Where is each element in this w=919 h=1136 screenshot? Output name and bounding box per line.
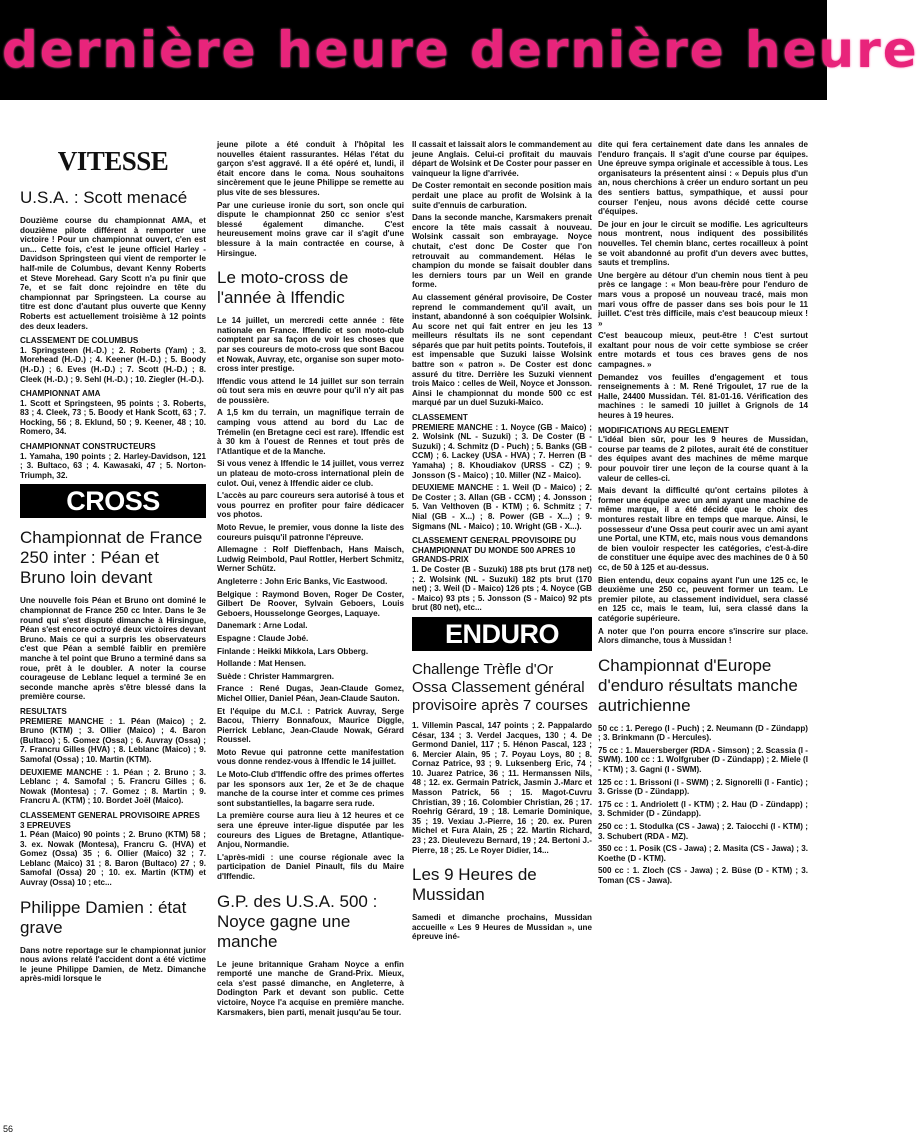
paragraph: La première course aura lieu à 12 heures et ce sera une épreuve inter-ligue disputée par les coureurs des Ligues de Bretagne, Atlantique-Anjou, Normandie. bbox=[217, 811, 404, 850]
banner-title: dernière heure dernière heure bbox=[2, 21, 919, 79]
results-title: CLASSEMENT GENERAL PROVISOIRE APRES 3 EPREUVES bbox=[20, 810, 200, 830]
section-heading-cross: CROSS bbox=[20, 484, 206, 518]
paragraph: Demandez vos feuilles d'engagement et tous renseignements à : M. René Trigoulet, 17 rue de la Halle, 24400 Mussidan. Tél. 81-01-16. Vérification des machines : le samedi 10 juillet à Grignols de 14 heures à 19 heures. bbox=[598, 372, 808, 421]
paragraph: Une nouvelle fois Péan et Bruno ont dominé le championnat de France 250 cc Inter. Dans le 3e round qui s'est disputé dimanche à Hirsingue, Péan s'est encore octroyé deux victoires devant Bruno. Mais ce qui a surpris les observateurs c'est que Péan a semblé faiblir en première manche à tel point que Bruno a terminé dans sa roue, prêt à le doubler. A noter la course courageuse de Leblanc lequel a terminé 3e en seconde manche après s'être blessé dans la première course. bbox=[20, 596, 206, 702]
paragraph: Si vous venez à Iffendic le 14 juillet, vous verrez un plateau de moto-cross international plein de culot. Oui, venez à Iffendic aider ce club. bbox=[217, 459, 404, 488]
paragraph: A noter que l'on pourra encore s'inscrire sur place. Alors dimanche, tous à Mussidan ! bbox=[598, 626, 808, 646]
paragraph: L'accès au parc coureurs sera autorisé à tous et vous pourrez en profiter pour faire dédicacer vos photos. bbox=[217, 491, 404, 520]
paragraph: Allemagne : Rolf Dieffenbach, Hans Maisch, Ludwig Reimbold, Paul Rottler, Herbert Schmitz, Werner Schütz. bbox=[217, 545, 404, 574]
paragraph: Samedi et dimanche prochains, Mussidan accueille « Les 9 Heures de Mussidan », une épreuve iné- bbox=[412, 913, 592, 942]
paragraph: jeune pilote a été conduit à l'hôpital les nouvelles étaient rassurantes. Hélas l'état du garçon s'est aggravé. Il a été opéré et, lundi, il était encore dans le coma. Nous souhaitons sincèrement que le jeune Philippe se remette au plus vite de ses blessures. bbox=[217, 140, 404, 197]
results: DEUXIEME MANCHE : 1. Péan ; 2. Bruno ; 3. Leblanc ; 4. Samofal ; 5. Francru Gilles ; 6. Nowak (Montesa) ; 7. Gomez ; 8. Martin ; 9. Francru A. (KTM) ; 10. Bordet Joël (Maico). bbox=[20, 767, 206, 806]
article-title: G.P. des U.S.A. 500 : Noyce gagne une manche bbox=[217, 891, 378, 951]
results-title: CHAMPIONNAT CONSTRUCTEURS bbox=[20, 442, 156, 452]
results: 1. Yamaha, 190 points ; 2. Harley-Davidson, 121 ; 3. Bultaco, 63 ; 4. Kawasaki, 47 ; 5. Norton-Triumph, 32. bbox=[20, 451, 206, 480]
paragraph: Le jeune britannique Graham Noyce a enfin remporté une manche de Grand-Prix. Mieux, cela s'est passé dimanche, en Angleterre, à Dodington Park et devant son public. Cette victoire, Noyce l'a acquise en première manche. Karsmakers, bien parti, menait jusqu'au 5e tour. bbox=[217, 959, 404, 1017]
results: 1. Péan (Maico) 90 points ; 2. Bruno (KTM) 58 ; 3. ex. Nowak (Montesa), Francru G. (HVA) et Gomez (Ossa) 35 ; 6. Ollier (Maico) 32 ; 7. Leblanc (Maico) 31 ; 8. Baron (Bultaco) 27 ; 9. Samofal (Ossa) 20 ; 10. ex. Martin (KTM) et Auvray (Ossa) 10 ; etc... bbox=[20, 830, 206, 888]
results: PREMIERE MANCHE : 1. Noyce (GB - Maico) ; 2. Wolsink (NL - Suzuki) ; 3. De Coster (B - Suzuki) ; 4. Schmitz (D - Puch) ; 5. Banks (GB - CCM) ; 6. Lackey (USA - HVA) ; 7. Herren (B - Yamaha) ; 8. Khoudiakov (URSS - CZ) ; 9. Jonsson (S - Maico) ; 10. Miller (NZ - Maico). bbox=[412, 422, 592, 480]
results: 125 cc : 1. Brissoni (I - SWM) ; 2. Signorelli (I - Fantic) ; 3. Grisse (D - Zündapp). bbox=[598, 777, 808, 797]
column-2 bbox=[217, 140, 404, 1116]
results-title: CLASSEMENT GENERAL PROVISOIRE DU CHAMPIONNAT DU MONDE 500 APRES 10 GRANDS-PRIX bbox=[412, 536, 576, 565]
results: 1. Springsteen (H.-D.) ; 2. Roberts (Yam) ; 3. Morehead (H.-D.) ; 4. Keener (H.-D.) ; 5. Boody (H.-D.) ; 6. Eves (H.-D.) ; 7. Scott (H.-D.) ; 8. Cleek (H.-D.) ; 9. Sehl (H.-D.) ; 10. Ziegler (H.-D.). bbox=[20, 345, 206, 384]
paragraph: Dans notre reportage sur le championnat junior nous avions relaté l'accident dont a été victime le jeune Philippe Damien, de Metz. Dimanche après-midi lorsque le bbox=[20, 945, 206, 984]
article-title: Les 9 Heures de Mussidan bbox=[412, 865, 537, 905]
paragraph: Par une curieuse ironie du sort, son oncle qui dispute le championnat 250 cc senior s'est blessé également dimanche. C'est heureusement moins grave car il s'agit d'une blessure à la main contractée en course, à Hirsingue. bbox=[217, 200, 404, 258]
results: 1. De Coster (B - Suzuki) 188 pts brut (178 net) ; 2. Wolsink (NL - Suzuki) 182 pts brut (170 net) ; 3. Weil (D - Maico) 126 pts ; 4. Noyce (GB - Maico) 93 pts ; 5. Jonsson (S - Maico) 92 pts brut (80 net), etc... bbox=[412, 564, 592, 613]
paragraph: L'idéal bien sûr, pour les 9 heures de Mussidan, course par teams de 2 pilotes, aurait été de constituer des équipes avant des machines de même marque pour pouvoir tirer une leçon de la course quant à la valeur de celles-ci. bbox=[598, 435, 808, 483]
article-title: U.S.A. : Scott menacé bbox=[20, 188, 188, 207]
results: DEUXIEME MANCHE : 1. Weil (D - Maico) ; 2. De Coster ; 3. Allan (GB - CCM) ; 4. Jonsson ; 5. Van Velthoven (B - KTM) ; 6. Schmitz ; 7. Nial (GB - X...) ; 8. Power (GB - X...) ; 9. Sigmans (NL - Maico) ; 10. Wright (GB - X...). bbox=[412, 483, 592, 531]
column-1 bbox=[20, 140, 206, 1116]
article-title: Championnat de France 250 inter : Péan et Bruno loin devant bbox=[20, 528, 203, 588]
paragraph: Belgique : Raymond Boven, Roger De Coster, Gilbert De Roover, Sylvain Geboers, Louis Geboers, Housselonge Georges, Laquaye. bbox=[217, 589, 404, 618]
article-title: Challenge Trèfle d'Or Ossa Classement général provisoire après 7 courses bbox=[412, 660, 588, 714]
results-title: CLASSEMENT DE COLUMBUS bbox=[20, 336, 139, 346]
paragraph: De Coster remontait en seconde position mais perdait une place au profit de Wolsink à la suite d'ennuis de carburation. bbox=[412, 181, 592, 210]
paragraph: Au classement général provisoire, De Coster reprend le commandement qu'il avait, un instant, abandonné à son coéquipier Wolsink. Au score net qui fait entrer en jeu les 13 meilleurs résultats ils ne sont cependant séparés que par huit petits points. Toutefois, il est impensable que Suzuki laisse Wolsink battre son « patron ». De Coster est donc assuré du titre. Derrière les Suzuki viennent trois Maico : celles de Weil, Noyce et Jonsson. Ainsi le championnat du monde 500 cc est marqué par un duel Suzuki-Maico. bbox=[412, 292, 592, 408]
results-title: CLASSEMENT bbox=[412, 413, 468, 423]
paragraph: De jour en jour le circuit se modifie. Les agriculteurs nous montrent, nous indiquent des possibilités nouvelles. Tel chemin blanc, certes rocailleux à point se voit abandonné au profit d'un devers avec buttes, sauts et tremplins. bbox=[598, 219, 808, 268]
paragraph: Hollande : Mat Hensen. bbox=[217, 659, 307, 669]
results-title: RESULTATS bbox=[20, 706, 67, 716]
subheading: MODIFICATIONS AU REGLEMENT bbox=[598, 425, 729, 435]
paragraph: Iffendic vous attend le 14 juillet sur son terrain où tout sera mis en œuvre pour qu'il n'y ait pas de poussière. bbox=[217, 376, 404, 405]
paragraph: L'après-midi : une course régionale avec la participation de Daniel Pinault, fils du Maire d'Iffendic. bbox=[217, 852, 404, 881]
results-title: CHAMPIONNAT AMA bbox=[20, 389, 101, 399]
paragraph: France : René Dugas, Jean-Claude Gomez, Michel Ollier, Daniel Péan, Jean-Claude Sauton. bbox=[217, 684, 404, 703]
paragraph: Le Moto-Club d'Iffendic offre des primes offertes par les sponsors aux 1er, 2e et 3e de chaque manche de la course inter et comme ces primes sont substantielles, la bagarre sera rude. bbox=[217, 770, 404, 808]
results: 50 cc : 1. Perego (I - Puch) ; 2. Neumann (D - Zündapp) ; 3. Brinkmann (D - Hercules). bbox=[598, 723, 808, 743]
paragraph: Bien entendu, deux copains ayant l'un une 125 cc, le deuxième une 250 cc, peuvent former un team. Le premier pilote, au classement individuel, sera classé en 125 cc, mais le team, lui, sera classé dans la catégorie supérieure. bbox=[598, 575, 808, 623]
paragraph: Dans la seconde manche, Karsmakers prenait encore la tête mais cassait à nouveau. Wolsink cassait son embrayage. Noyce chutait, c'est donc De Coster que l'on retrouvait au commandement. Hélas le champion du monde se faisait doubler dans les derniers tours par un Weil en grande forme. bbox=[412, 213, 592, 290]
paragraph: Une bergère au détour d'un chemin nous tient à peu près ce langage : « Mon beau-frère pour l'enduro de mars vous a proposé un nouveau tracé, mais mon mari vous offre de passer dans ses bois pour le 11 juillet. C'est très difficile, mais c'est beaucoup mieux ! » bbox=[598, 270, 808, 328]
results: PREMIERE MANCHE : 1. Péan (Maico) ; 2. Bruno (KTM) ; 3. Ollier (Maico) ; 4. Baron (Bultaco) ; 5. Gomez (Ossa) ; 6. Auvray (Ossa) ; 7. Francru Gilles (HVA) ; 8. Leblanc (Maico) ; 9. Samofal (Ossa) ; 10. Martin (KTM). bbox=[20, 716, 206, 764]
article-title: Philippe Damien : état grave bbox=[20, 897, 187, 937]
banner bbox=[0, 0, 919, 100]
column-4 bbox=[598, 140, 808, 1116]
paragraph: C'est beaucoup mieux, peut-être ! C'est surtout exaltant pour nous de voir cette symbiose se créer entre motards et tous ces braves gens de nos campagnes. » bbox=[598, 331, 808, 370]
paragraph: Il cassait et laissait alors le commandement au jeune Anglais. Celui-ci profitait du mauvais départ de Wolsink et De Coster pour passer en vainqueur la ligne d'arrivée. bbox=[412, 140, 592, 178]
results: 175 cc : 1. Andriolett (I - KTM) ; 2. Hau (D - Zündapp) ; 3. Schmider (D - Zündapp). bbox=[598, 799, 808, 819]
paragraph: Le 14 juillet, un mercredi cette année : fête nationale en France. Iffendic et son moto-club comptent par sa façon de voir les choses que par ses coureurs de moto-cross que sont Bacou et Nowak, Auvray, etc, organise son super moto-cross inter prestige. bbox=[217, 316, 404, 374]
results: 1. Scott et Springsteen, 95 points ; 3. Roberts, 83 ; 4. Cleek, 73 ; 5. Boody et Hank Scott, 63 ; 7. Hocking, 56 ; 8. Eklund, 50 ; 9. Keener, 48 ; 10. Romero, 34. bbox=[20, 398, 206, 437]
column-3 bbox=[412, 140, 592, 1116]
section-heading-enduro: ENDURO bbox=[412, 617, 592, 651]
paragraph: dite qui fera certainement date dans les annales de l'enduro français. Il s'agit d'une course par équipes. Une épreuve sympa originale et accessible à tous. Les organisateurs la présentent ainsi : « Depuis plus d'un an, nous cherchions à créer un enduro sortant un peu des sentiers battus, sympathique, et aussi pour courser l'enjeu, nous avons décidé cette course d'équipes. bbox=[598, 140, 808, 217]
results: 350 cc : 1. Posik (CS - Jawa) ; 2. Masita (CS - Jawa) ; 3. Koethe (D - KTM). bbox=[598, 844, 808, 863]
page-number: 56 bbox=[3, 1124, 14, 1134]
paragraph: Finlande : Heikki Mikkola, Lars Obberg. bbox=[217, 646, 369, 656]
paragraph: Mais devant la difficulté qu'ont certains pilotes à former une équipe avec un ami ayant une machine de même marque, il a été décidé que le choix des montures restait libre en temps que marque. Ainsi, le possesseur d'une Ossa peut courir avec un ami ayant une Portal, une KTM, etc, mais nous vous demandons de bien vouloir respecter les catégories, c'est-à-dire de constituer une équipe avec des machines de 0 à 50 cc, de 50 à 125 et au-dessus. bbox=[598, 486, 808, 572]
paragraph: Espagne : Claude Jobé. bbox=[217, 633, 309, 643]
article-title: Le moto-cross de l'année à Iffendic bbox=[217, 268, 349, 308]
paragraph: Douzième course du championnat AMA, et douzième pilote différent à remporter une victoire ! Pour un championnat ouvert, c'en est un... Cette fois, c'est le jeune officiel Harley - Davidson Springsteen qui vient de remporter le half-mile de Columbus, devant Kenny Roberts et Steve Morehead. Gary Scott n'a pu finir que 7e, et se fait donc rejoindre en tête du championnat par Springsteen. La course au titre est donc d'autant plus ouverte que Kenny Roberts est actuellement troisième à 12 points des deux leaders. bbox=[20, 216, 206, 331]
paragraph: Moto Revue, le premier, vous donne la liste des coureurs puisqu'il patronne l'épreuve. bbox=[217, 523, 404, 542]
results: 250 cc : 1. Stodulka (CS - Jawa) ; 2. Taiocchi (I - KTM) ; 3. Schubert (RDA - MZ). bbox=[598, 822, 808, 841]
paragraph: Suède : Christer Hammargren. bbox=[217, 671, 334, 681]
paragraph: Danemark : Arne Lodal. bbox=[217, 621, 308, 631]
results: 75 cc : 1. Mauersberger (RDA - Simson) ; 2. Scassia (I - SWM). 100 cc : 1. Wolfgruber (D - Zündapp) ; 2. Miele (I - KTM) ; 3. Gagni (I - SWM). bbox=[598, 745, 808, 775]
section-heading-vitesse: VITESSE bbox=[57, 146, 169, 176]
paragraph: A 1,5 km du terrain, un magnifique terrain de camping vous attend au bord du Lac de Trémelin (en Bretagne ceci est rare). Iffendic est à 30 km à l'ouest de Rennes et tout près de l'Atlantique et de la Manche. bbox=[217, 408, 404, 456]
article-title: Championnat d'Europe d'enduro résultats manche autrichienne bbox=[598, 655, 798, 715]
results: 500 cc : 1. Zloch (CS - Jawa) ; 2. Büse (D - KTM) ; 3. Toman (CS - Jawa). bbox=[598, 866, 808, 885]
results: 1. Villemin Pascal, 147 points ; 2. Pappalardo César, 134 ; 3. Verdel Jacques, 130 ; 4. De Germond Daniel, 117 ; 5. Hénon Pascal, 123 ; 6. Mercier Alain, 95 ; 7. Poyau Loys, 80 ; 8. Cornaz Patrice, 93 ; 9. Luksenberg Eric, 74 ; 10. Juarez Patrice, 36 ; 11. Hermanssen Nils, 48 ; 12. ex. Germain Patrick, Jasmin J.-Marc et Masson Patrick, 56 ; 15. Magot-Cuvru Christian, 39 ; 16. Colombier Christian, 26 ; 17. Roehrig Gérard, 19 ; 18. Lemarie Dominique, 35 ; 19. Vexiau J.-Pierre, 16 ; 20. ex. Puren Michel et Fura Alain, 25 ; 22. Martin Richard, 23 ; 23. Dieulevezu Bernard, 19 ; 24. Bertoni J.-Pierre, 18 ; 25. Le Royer Didier, 14... bbox=[412, 720, 592, 855]
paragraph: Moto Revue qui patronne cette manifestation vous donne rendez-vous à Iffendic le 14 juillet. bbox=[217, 747, 404, 767]
paragraph: Et l'équipe du M.C.I. : Patrick Auvray, Serge Bacou, Thierry Bonnafoux, Maurice Diggle, Pierrick Leblanc, Jean-Claude Nowak, Gérard Roussel. bbox=[217, 706, 404, 745]
paragraph: Angleterre : John Eric Banks, Vic Eastwood. bbox=[217, 576, 388, 586]
